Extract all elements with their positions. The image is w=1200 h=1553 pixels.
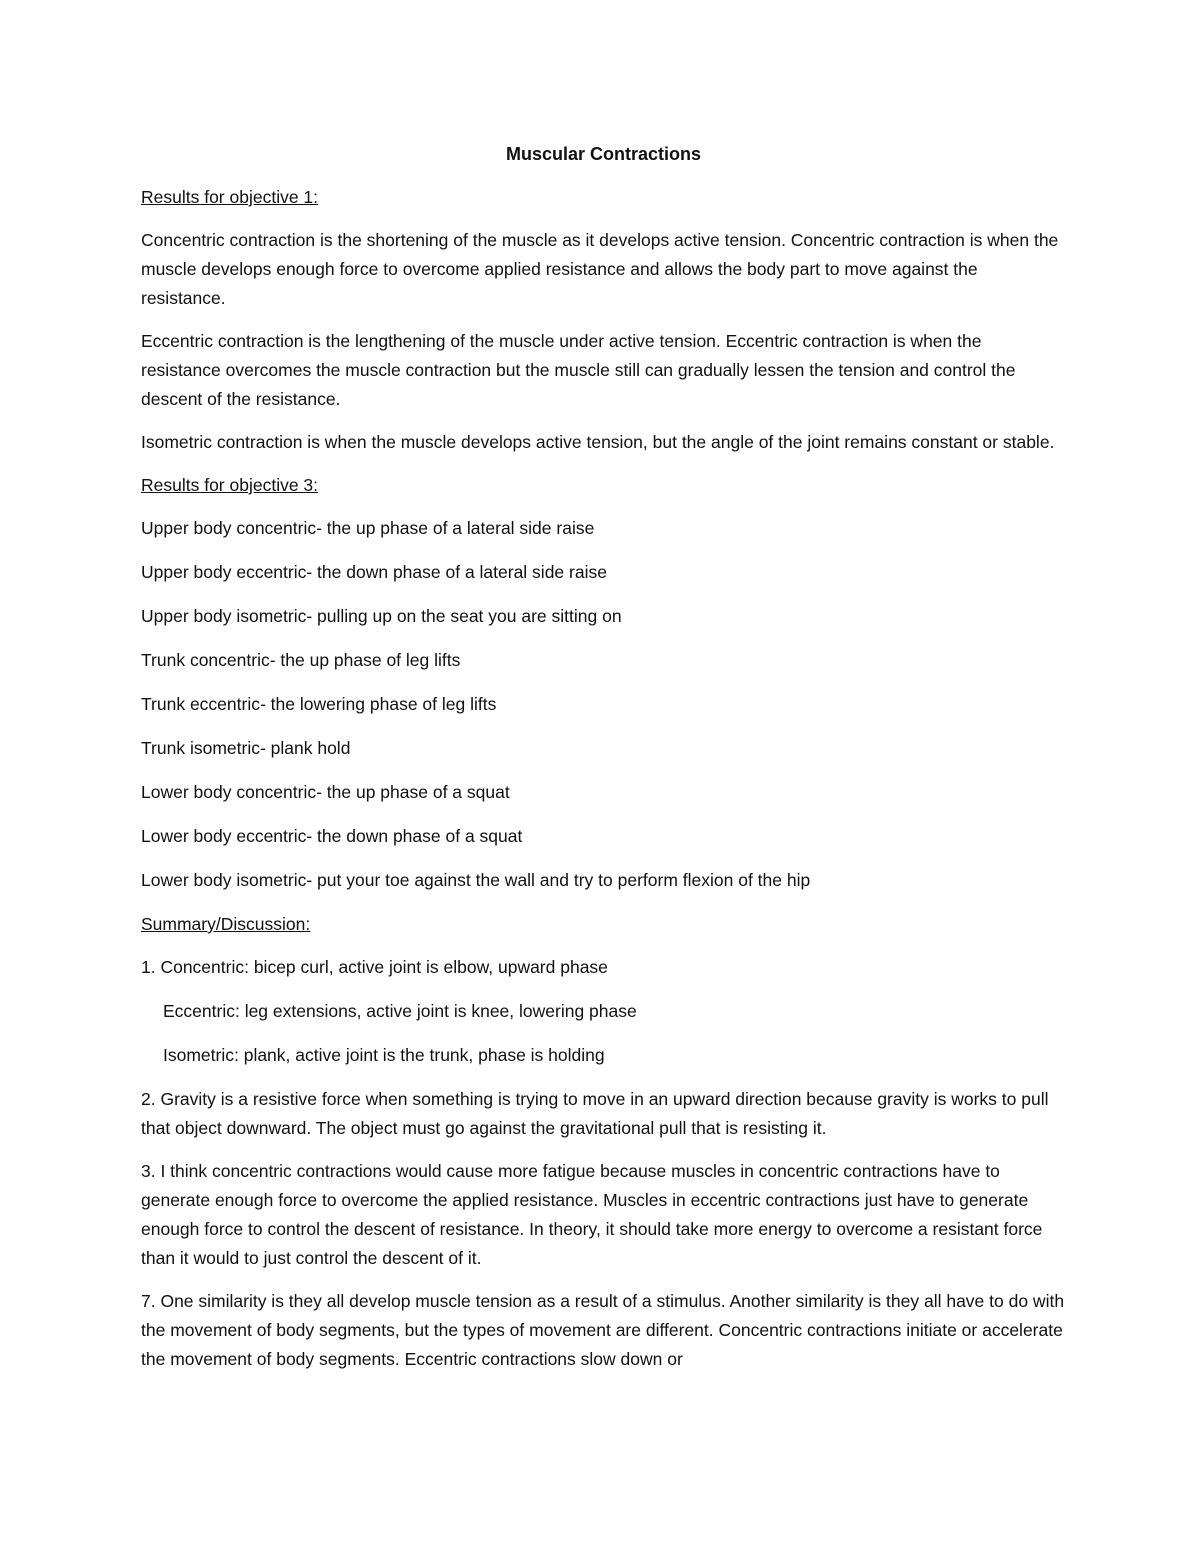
summary-heading: Summary/Discussion: [141,914,311,934]
document-content [141,140,1066,1388]
list-item: Lower body concentric- the up phase of a squat [141,782,510,802]
answer-1-isometric: Isometric: plank, active joint is the trunk, phase is holding [163,1045,605,1065]
concentric-paragraph: Concentric contraction is the shortening of the muscle as it develops active tension. Concentric contraction is when the muscle develops enough force to overcome applied resistance and allows the body part to move against the resistance. [141,230,1059,308]
objective3-heading: Results for objective 3: [141,475,319,495]
list-item: Upper body concentric- the up phase of a lateral side raise [141,518,595,538]
list-item: Upper body eccentric- the down phase of a lateral side raise [141,562,607,582]
answer-1-concentric: 1. Concentric: bicep curl, active joint is elbow, upward phase [141,957,608,977]
answer-3: 3. I think concentric contractions would cause more fatigue because muscles in concentric contractions have to generate enough force to overcome the applied resistance. Muscles in eccentric contractions just have to generate enough force to control the descent of resistance. In theory, it should take more energy to overcome a resistant force than it would to just control the descent of it. [141,1161,1043,1268]
answer-7: 7. One similarity is they all develop muscle tension as a result of a stimulus. Another similarity is they all have to do with the movement of body segments, but the types of movement are different. Concentric contractions initiate or accelerate the movement of body segments. Eccentric contractions slow down or [141,1291,1065,1369]
list-item: Trunk isometric- plank hold [141,738,351,758]
list-item: Upper body isometric- pulling up on the seat you are sitting on [141,606,622,626]
objective1-heading: Results for objective 1: [141,187,319,207]
list-item: Lower body isometric- put your toe against the wall and try to perform flexion of the hip [141,870,811,890]
eccentric-paragraph: Eccentric contraction is the lengthening of the muscle under active tension. Eccentric contraction is when the resistance overcomes the muscle contraction but the muscle still can gradually lessen the tension and control the descent of the resistance. [141,331,1016,409]
document-title: Muscular Contractions [505,144,702,164]
list-item: Trunk eccentric- the lowering phase of leg lifts [141,694,497,714]
answer-2: 2. Gravity is a resistive force when something is trying to move in an upward direction because gravity is works to pull that object downward. The object must go against the gravitational pull that is resisting it. [141,1089,1049,1138]
answer-1-eccentric: Eccentric: leg extensions, active joint is knee, lowering phase [163,1001,637,1021]
list-item: Trunk concentric- the up phase of leg lifts [141,650,461,670]
list-item: Lower body eccentric- the down phase of a squat [141,826,523,846]
isometric-paragraph: Isometric contraction is when the muscle develops active tension, but the angle of the joint remains constant or stable. [141,432,1055,452]
